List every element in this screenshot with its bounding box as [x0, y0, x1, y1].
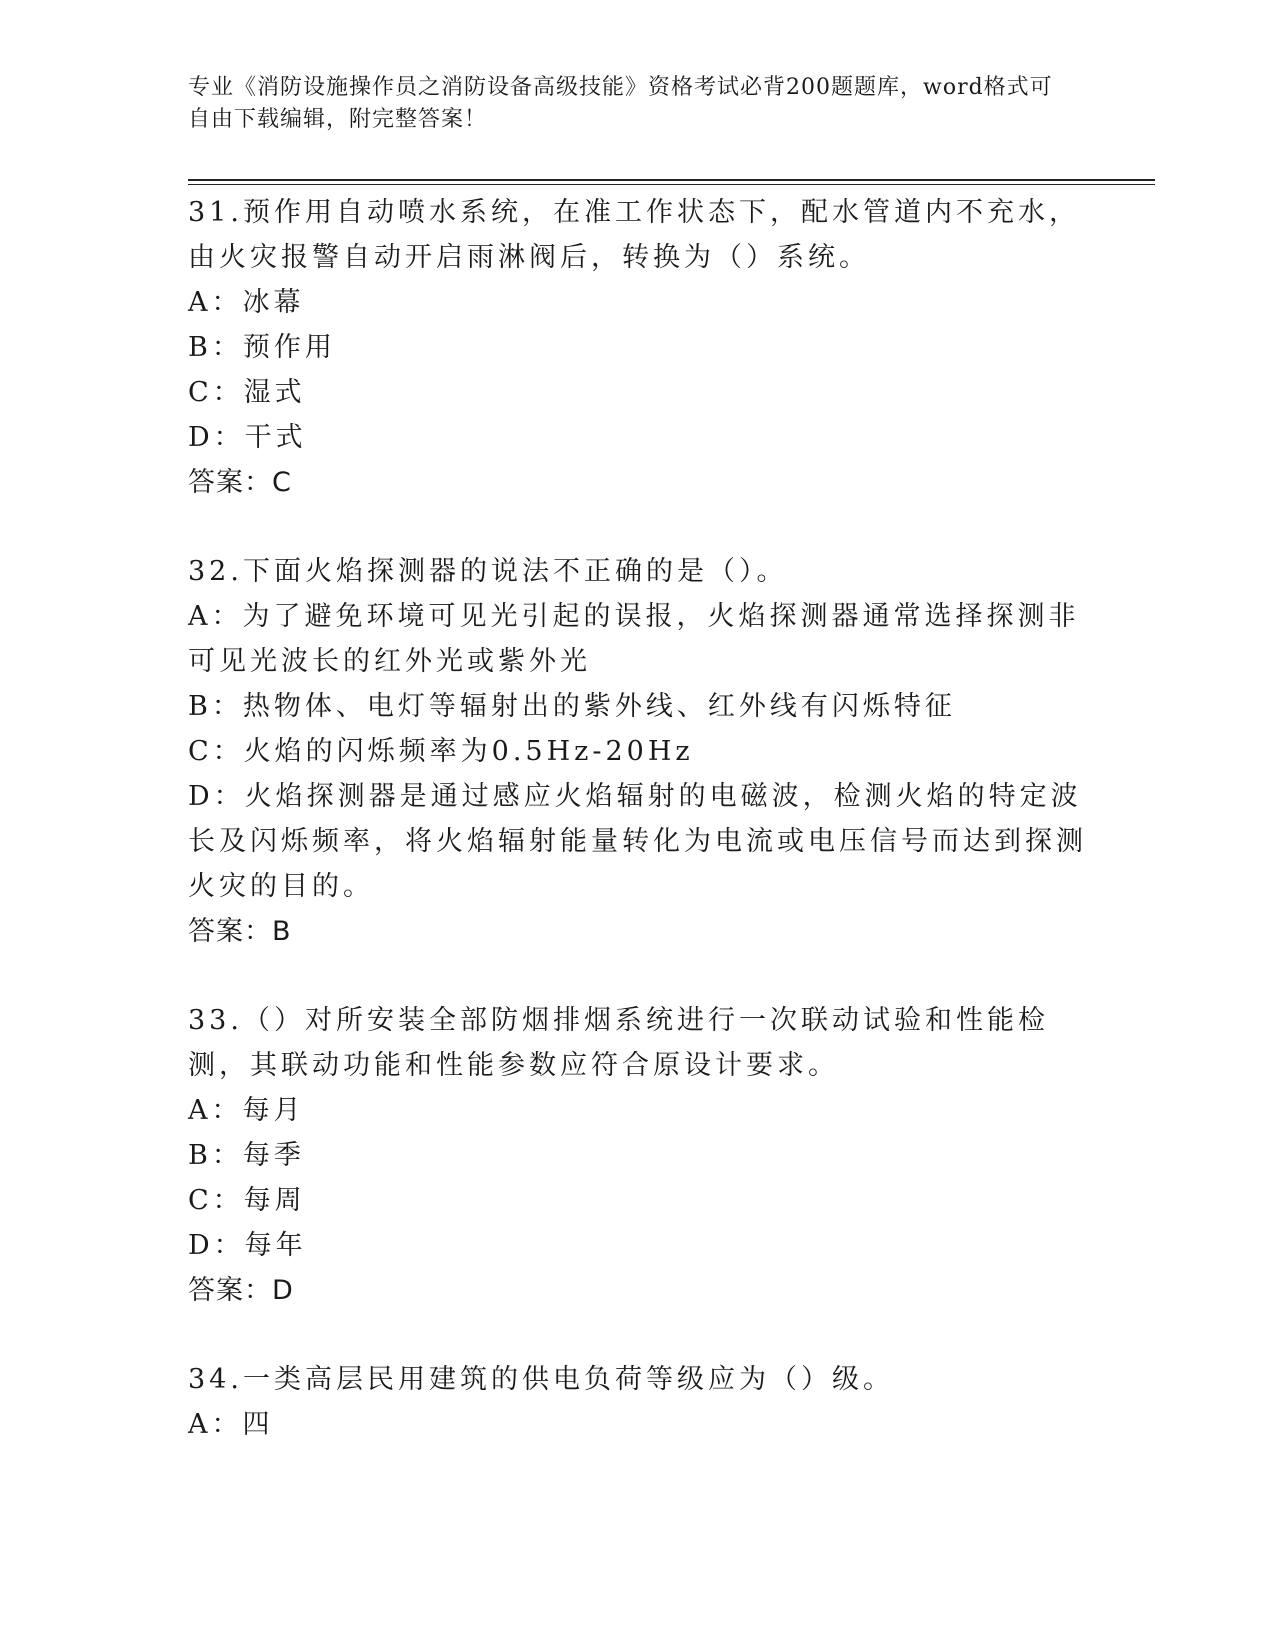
option-a: A：为了避免环境可见光引起的误报，火焰探测器通常选择探测非可见光波长的红外光或紫外光 [188, 601, 1080, 677]
question-33 [188, 998, 1088, 1313]
question-34 [188, 1357, 1088, 1447]
question-32 [188, 549, 1088, 954]
question-text: 34.一类高层民用建筑的供电负荷等级应为（）级。 [188, 1364, 894, 1395]
option-d: D：干式 [188, 422, 307, 453]
document-header: 专业《消防设施操作员之消防设备高级技能》资格考试必背200题题库，word格式可自由下载编辑，附完整答案！ [188, 75, 1053, 132]
question-text: 31.预作用自动喷水系统，在准工作状态下，配水管道内不充水，由火灾报警自动开启雨淋阀后，转换为（）系统。 [188, 197, 1080, 273]
header-divider-thick [188, 179, 1155, 181]
option-c: C：火焰的闪烁频率为0.5Hz-20Hz [188, 736, 694, 767]
option-c: C：每周 [188, 1185, 306, 1216]
option-d: D：每年 [188, 1230, 307, 1261]
option-a: A：冰幕 [188, 287, 305, 318]
answer-label: 答案：B [188, 916, 292, 947]
option-b: B：热物体、电灯等辐射出的紫外线、红外线有闪烁特征 [188, 691, 956, 722]
question-text: 32.下面火焰探测器的说法不正确的是（）。 [188, 556, 788, 587]
question-list [188, 190, 1088, 1491]
answer-label: 答案：C [188, 467, 292, 498]
option-a: A：每月 [188, 1095, 305, 1126]
option-a: A：四 [188, 1409, 274, 1440]
answer-label: 答案：D [188, 1275, 294, 1306]
question-31 [188, 190, 1088, 505]
question-text: 33.（）对所安装全部防烟排烟系统进行一次联动试验和性能检测，其联动功能和性能参数应符合原设计要求。 [188, 1005, 1049, 1081]
option-b: B：预作用 [188, 332, 336, 363]
option-b: B：每季 [188, 1140, 305, 1171]
option-c: C：湿式 [188, 377, 306, 408]
option-d: D：火焰探测器是通过感应火焰辐射的电磁波，检测火焰的特定波长及闪烁频率，将火焰辐射能量转化为电流或电压信号而达到探测火灾的目的。 [188, 781, 1087, 902]
header-divider-thin [188, 184, 1155, 185]
